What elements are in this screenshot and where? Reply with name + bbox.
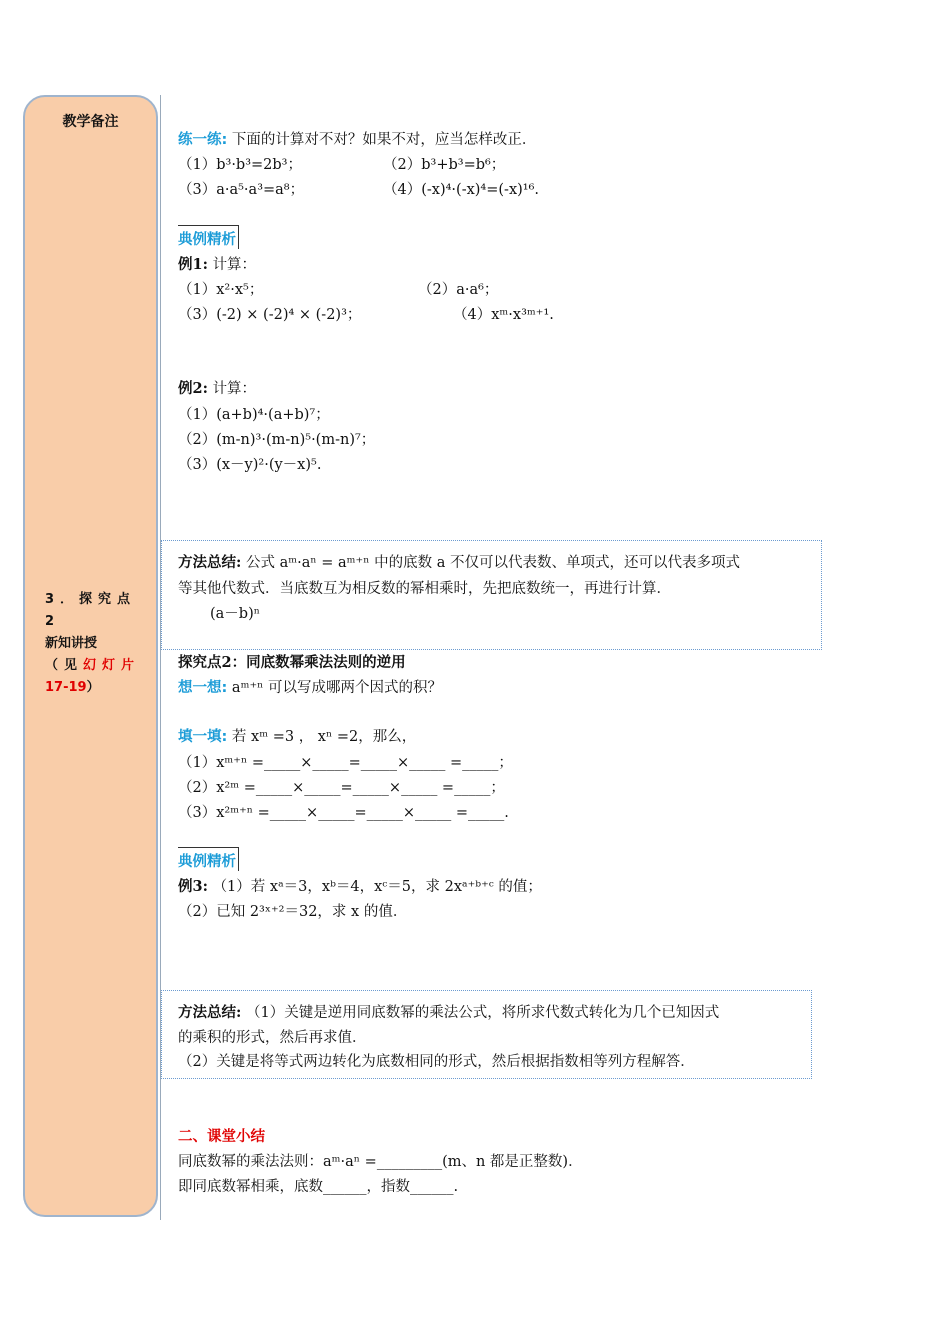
summary-line1: 同底数幂的乘法法则：aᵐ·aⁿ =_________(m、n 都是正整数)． bbox=[178, 1154, 583, 1170]
summary-title: 二、课堂小结 bbox=[178, 1129, 265, 1145]
fill-item-3: （3）x²ᵐ⁺ⁿ =_____×_____=_____×_____ =_____. bbox=[178, 805, 509, 821]
example-header-1: 典例精析 bbox=[178, 225, 239, 249]
practice-item-1: （1）b³·b³=2b³； bbox=[178, 157, 302, 173]
fill-text: 若 xᵐ =3 ， xⁿ =2，那么， bbox=[231, 729, 417, 745]
think-line bbox=[178, 676, 442, 697]
example1-item-3: （3）(-2) × (-2)⁴ × (-2)³； bbox=[178, 307, 362, 323]
fill-line bbox=[178, 725, 416, 746]
method1-line1 bbox=[178, 551, 740, 572]
method2-line2: 的乘积的形式，然后再求值． bbox=[178, 1030, 367, 1046]
sidebar-note-ref-close: ） bbox=[86, 680, 100, 695]
summary-line2: 即同底数幂相乘，底数______，指数______. bbox=[178, 1179, 459, 1195]
think-label: 想一想: bbox=[178, 680, 228, 696]
practice-item-3: （3）a·a⁵·a³=a⁸； bbox=[178, 182, 305, 198]
sidebar-title: 教学备注 bbox=[62, 114, 119, 130]
example3-line1 bbox=[178, 875, 542, 896]
practice-label: 练一练: bbox=[178, 132, 228, 148]
method2-line1 bbox=[178, 1001, 719, 1022]
sidebar-note-ref-pages: 17-19 bbox=[45, 680, 87, 695]
practice-prompt: 下面的计算对不对？如果不对，应当怎样改正． bbox=[231, 132, 537, 148]
example2-heading bbox=[178, 377, 256, 398]
method1-line2: 等其他代数式．当底数互为相反数的幂相乘时，先把底数统一，再进行计算． bbox=[178, 581, 671, 597]
practice-heading bbox=[178, 128, 536, 149]
fill-label: 填一填: bbox=[178, 729, 228, 745]
example2-item-1: （1）(a+b)⁴·(a+b)⁷； bbox=[178, 407, 330, 423]
example2-prompt: 计算： bbox=[212, 381, 257, 397]
method1-text-1: 公式 aᵐ·aⁿ = aᵐ⁺ⁿ 中的底数 a 不仅可以代表数、单项式，还可以代表多项式 bbox=[245, 555, 740, 571]
sidebar-note bbox=[45, 589, 145, 699]
think-text: aᵐ⁺ⁿ 可以写成哪两个因式的积？ bbox=[231, 680, 442, 696]
fill-item-1: （1）xᵐ⁺ⁿ =_____×_____=_____×_____ =_____； bbox=[178, 755, 513, 771]
method-summary-box-1 bbox=[161, 540, 822, 650]
method-summary-box-2 bbox=[161, 990, 812, 1079]
method2-text-1: （1）关键是逆用同底数幂的乘法公式，将所求代数式转化为几个已知因式 bbox=[245, 1005, 720, 1021]
example1-item-4: （4）xᵐ·x³ᵐ⁺¹. bbox=[453, 307, 554, 323]
sidebar-note-text: 新知讲授 bbox=[45, 636, 98, 651]
example3-item1: （1）若 xᵃ＝3，xᵇ＝4，xᶜ＝5，求 2xᵃ⁺ᵇ⁺ᶜ 的值； bbox=[212, 879, 542, 895]
example3-label: 例3: bbox=[178, 878, 208, 895]
notes-sidebar bbox=[23, 95, 158, 1217]
sidebar-note-ref-slides: 幻灯片 bbox=[83, 658, 141, 673]
method2-label: 方法总结: bbox=[178, 1004, 242, 1021]
example2-label: 例2: bbox=[178, 380, 208, 397]
example2-item-2: （2）(m-n)³·(m-n)⁵·(m-n)⁷； bbox=[178, 432, 376, 448]
example1-heading bbox=[178, 253, 256, 274]
sidebar-note-ref-open: （见 bbox=[45, 658, 84, 673]
example2-item-3: （3）(x－y)²·(y－x)⁵. bbox=[178, 457, 322, 473]
fill-item-2: （2）x²ᵐ =_____×_____=_____×_____ =_____； bbox=[178, 780, 505, 796]
sidebar-note-num: 3．探究点2 bbox=[45, 592, 137, 629]
example1-item-2: （2）a·a⁶； bbox=[418, 282, 499, 298]
example-header-2: 典例精析 bbox=[178, 847, 239, 871]
example3-item2: （2）已知 2³ˣ⁺²＝32，求 x 的值． bbox=[178, 904, 408, 920]
example1-label: 例1: bbox=[178, 256, 208, 273]
practice-item-2: （2）b³+b³=b⁶； bbox=[383, 157, 506, 173]
method1-label: 方法总结: bbox=[178, 554, 242, 571]
example1-item-1: （1）x²·x⁵； bbox=[178, 282, 264, 298]
method2-line3: （2）关键是将等式两边转化为底数相同的形式，然后根据指数相等列方程解答． bbox=[178, 1054, 695, 1070]
example1-prompt: 计算： bbox=[212, 257, 257, 273]
method1-line3: (a－b)ⁿ bbox=[210, 606, 261, 622]
practice-item-4: （4）(-x)⁴·(-x)⁴=(-x)¹⁶. bbox=[383, 182, 540, 198]
explore2-title: 探究点2：同底数幂乘法法则的逆用 bbox=[178, 654, 406, 671]
